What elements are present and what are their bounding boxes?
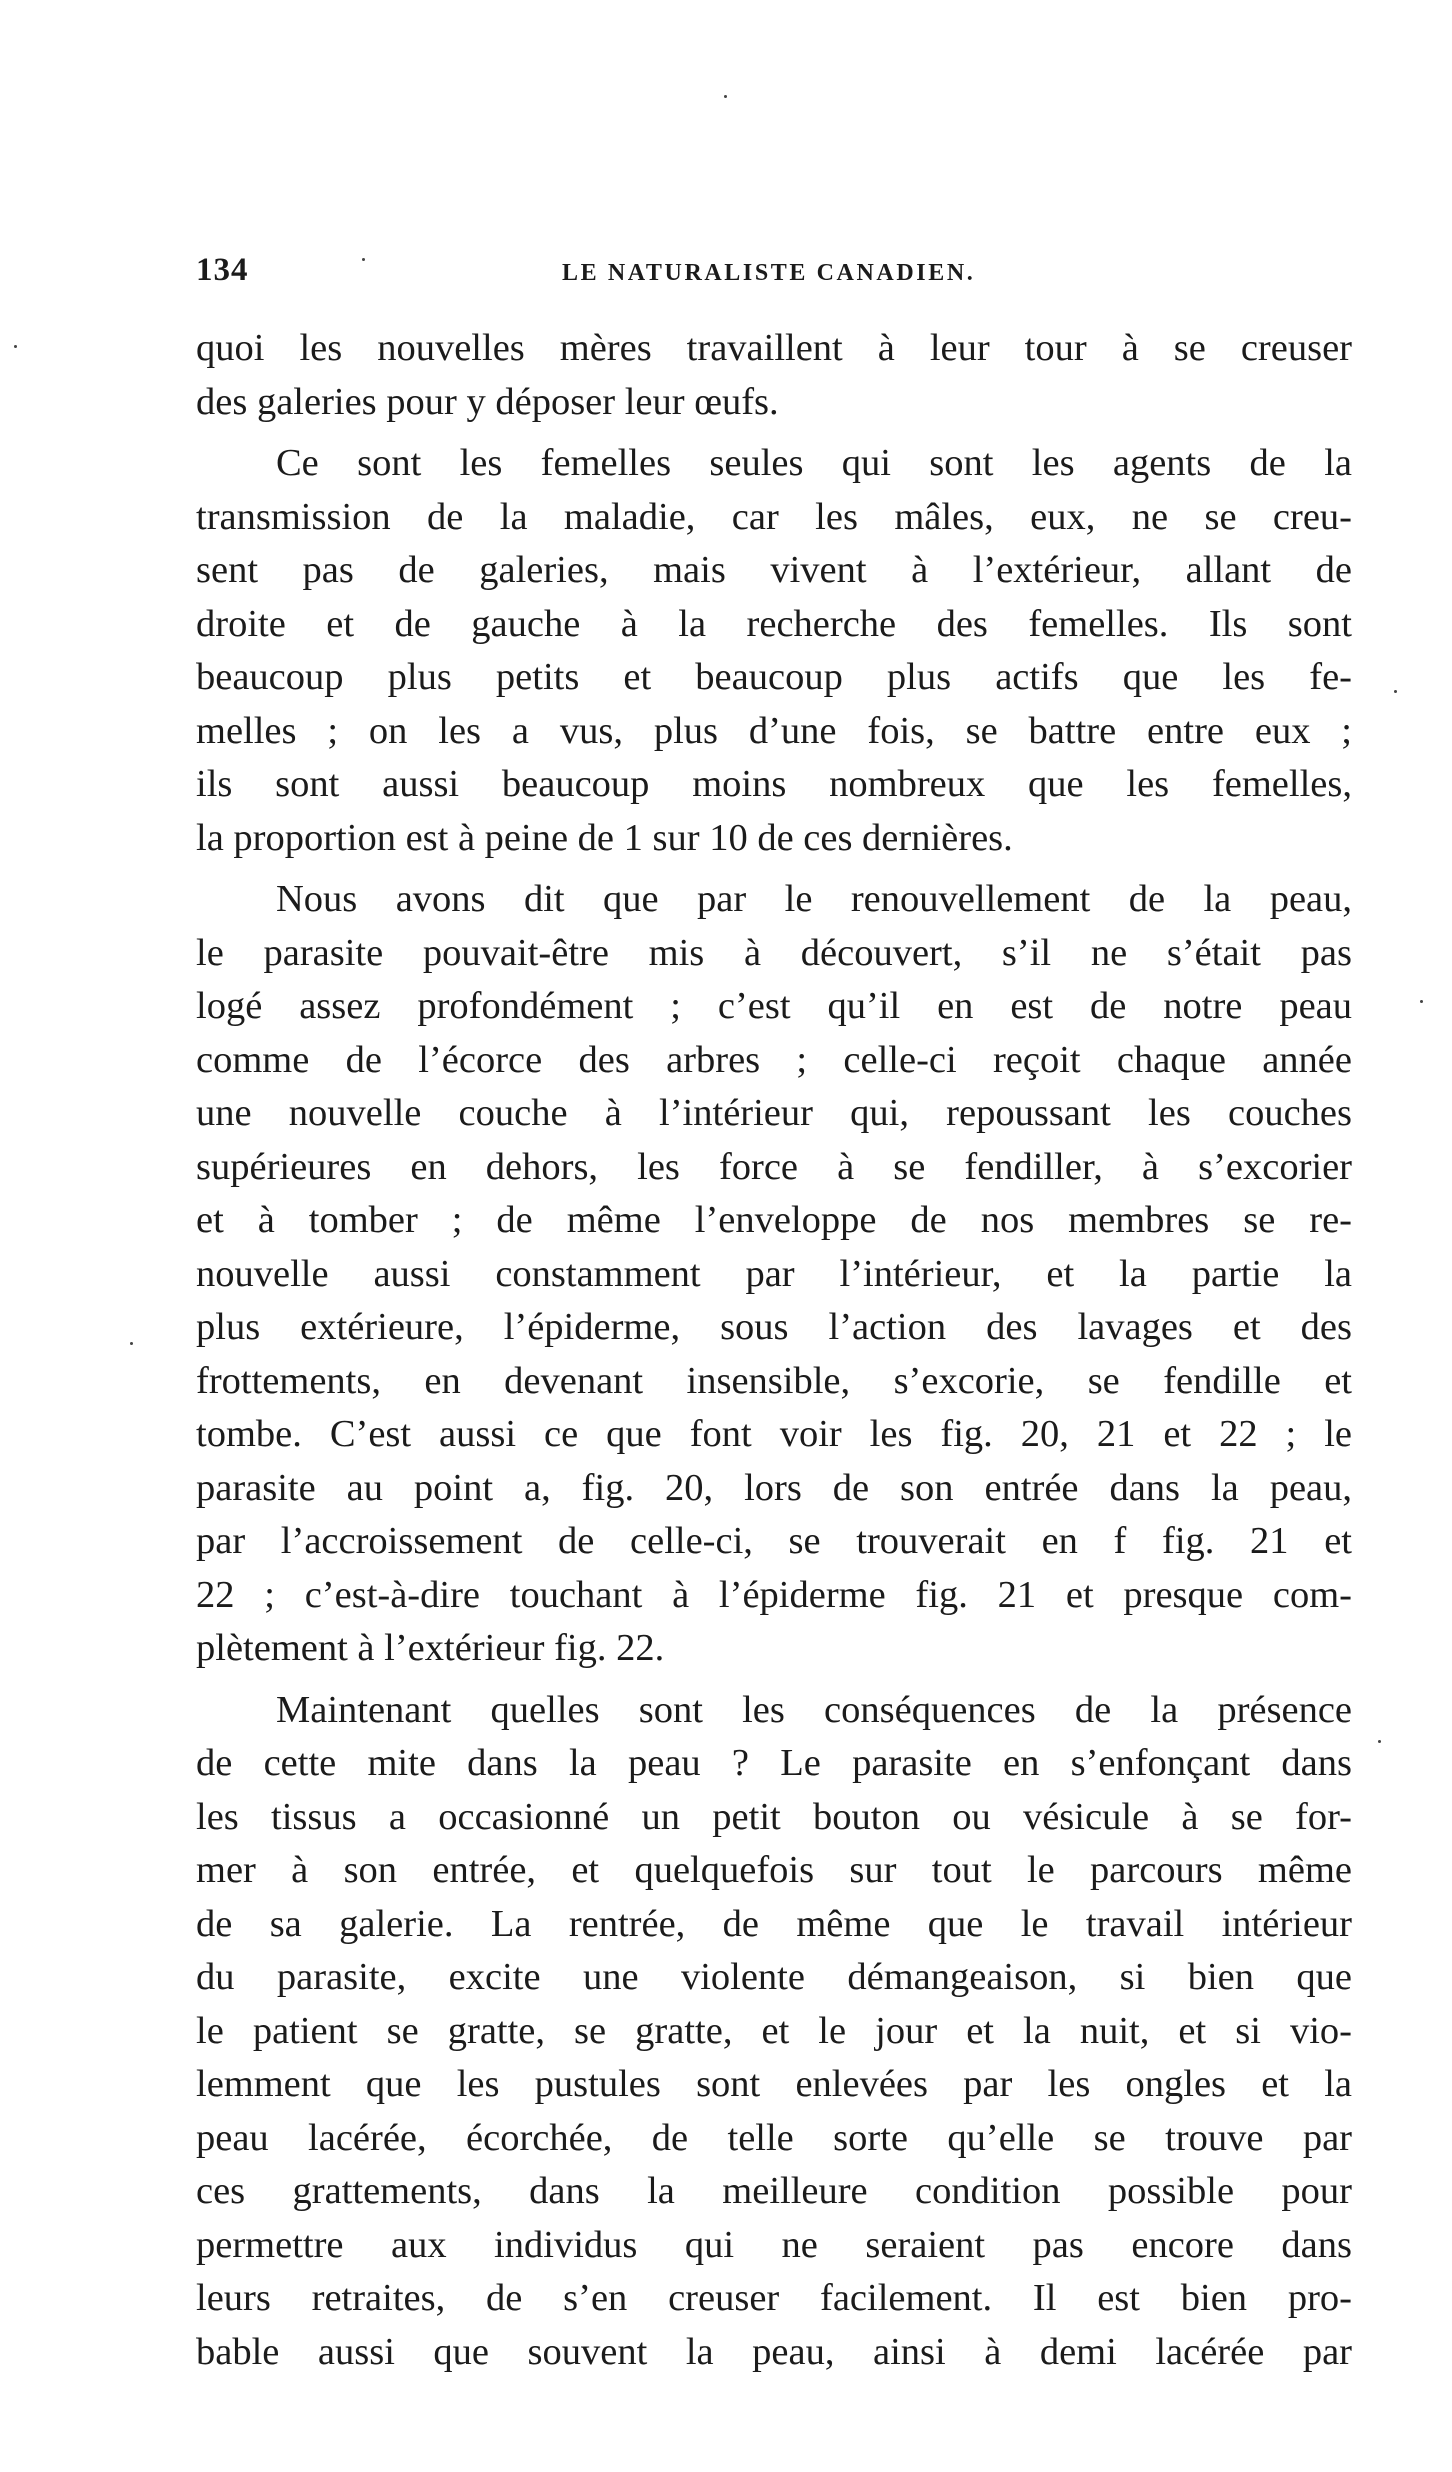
text-line: les tissus a occasionné un petit bouton ou vésicule à se for- bbox=[196, 1795, 1352, 1838]
scan-speck bbox=[362, 258, 365, 261]
text-line: de cette mite dans la peau ? Le parasite en s’enfonçant dans bbox=[196, 1742, 1352, 1784]
paragraph bbox=[196, 873, 1352, 1676]
text-line: le patient se gratte, se gratte, et le jour et la nuit, et si vio- bbox=[196, 2009, 1352, 2052]
text-line: une nouvelle couche à l’intérieur qui, repoussant les couches bbox=[196, 1092, 1352, 1134]
body-text bbox=[196, 322, 1352, 2379]
text-line: permettre aux individus qui ne seraient pas encore dans bbox=[196, 2223, 1352, 2266]
text-line: bable aussi que souvent la peau, ainsi à demi lacérée par bbox=[196, 2330, 1352, 2373]
text-line: nouvelle aussi constamment par l’intérieur, et la partie la bbox=[196, 1252, 1352, 1295]
text-line: transmission de la maladie, car les mâles, eux, ne se creu- bbox=[196, 495, 1352, 538]
text-line: droite et de gauche à la recherche des femelles. Ils sont bbox=[196, 602, 1352, 645]
running-head bbox=[196, 252, 1352, 296]
text-line: frottements, en devenant insensible, s’excorie, se fendille et bbox=[196, 1359, 1352, 1402]
page-number: 134 bbox=[196, 252, 249, 288]
text-line: leurs retraites, de s’en creuser facilement. Il est bien pro- bbox=[196, 2277, 1352, 2319]
text-line: de sa galerie. La rentrée, de même que le travail intérieur bbox=[196, 1902, 1352, 1945]
text-line: mer à son entrée, et quelquefois sur tout le parcours même bbox=[196, 1849, 1352, 1891]
text-line: sent pas de galeries, mais vivent à l’extérieur, allant de bbox=[196, 549, 1352, 591]
paragraph bbox=[196, 1684, 1352, 2380]
text-line: le parasite pouvait-être mis à découvert, s’il ne s’était pas bbox=[196, 931, 1352, 974]
text-line: la proportion est à peine de 1 sur 10 de ces dernières. bbox=[196, 816, 1013, 859]
text-line: des galeries pour y déposer leur œufs. bbox=[196, 380, 779, 423]
text-line: Maintenant quelles sont les conséquences de la présence bbox=[276, 1688, 1352, 1731]
text-line: beaucoup plus petits et beaucoup plus actifs que les fe- bbox=[196, 656, 1352, 698]
paragraph bbox=[196, 322, 1352, 429]
text-line: par l’accroissement de celle-ci, se trouverait en f fig. 21 et bbox=[196, 1520, 1352, 1562]
scan-speck bbox=[724, 95, 727, 98]
text-line: parasite au point a, fig. 20, lors de son entrée dans la peau, bbox=[196, 1466, 1352, 1509]
text-line: logé assez profondément ; c’est qu’il en est de notre peau bbox=[196, 985, 1352, 1027]
text-line: tombe. C’est aussi ce que font voir les fig. 20, 21 et 22 ; le bbox=[196, 1413, 1352, 1455]
text-line: du parasite, excite une violente démangeaison, si bien que bbox=[196, 1956, 1352, 1998]
text-line: Nous avons dit que par le renouvellement de la peau, bbox=[276, 878, 1352, 920]
paragraph bbox=[196, 437, 1352, 865]
text-line: lemment que les pustules sont enlevées par les ongles et la bbox=[196, 2063, 1352, 2105]
text-line: quoi les nouvelles mères travaillent à leur tour à se creuser bbox=[196, 327, 1352, 369]
text-line: et à tomber ; de même l’enveloppe de nos membres se re- bbox=[196, 1199, 1352, 1241]
text-line: ces grattements, dans la meilleure condition possible pour bbox=[196, 2170, 1352, 2212]
text-line: peau lacérée, écorchée, de telle sorte qu’elle se trouve par bbox=[196, 2116, 1352, 2159]
text-line: 22 ; c’est-à-dire touchant à l’épiderme fig. 21 et presque com- bbox=[196, 1573, 1352, 1616]
scan-speck bbox=[1394, 690, 1397, 693]
text-line: supérieures en dehors, les force à se fendiller, à s’excorier bbox=[196, 1145, 1352, 1188]
text-line: melles ; on les a vus, plus d’une fois, se battre entre eux ; bbox=[196, 709, 1352, 752]
scan-speck bbox=[14, 345, 17, 348]
text-line: plus extérieure, l’épiderme, sous l’action des lavages et des bbox=[196, 1306, 1352, 1348]
text-line: comme de l’écorce des arbres ; celle-ci reçoit chaque année bbox=[196, 1038, 1352, 1081]
scan-speck bbox=[130, 1342, 133, 1345]
scan-speck bbox=[1378, 1740, 1381, 1743]
text-line: ils sont aussi beaucoup moins nombreux que les femelles, bbox=[196, 763, 1352, 805]
text-line: plètement à l’extérieur fig. 22. bbox=[196, 1627, 665, 1669]
scan-speck bbox=[1420, 1000, 1423, 1003]
text-line: Ce sont les femelles seules qui sont les agents de la bbox=[276, 442, 1352, 484]
journal-title: LE NATURALISTE CANADIEN. bbox=[562, 260, 976, 286]
